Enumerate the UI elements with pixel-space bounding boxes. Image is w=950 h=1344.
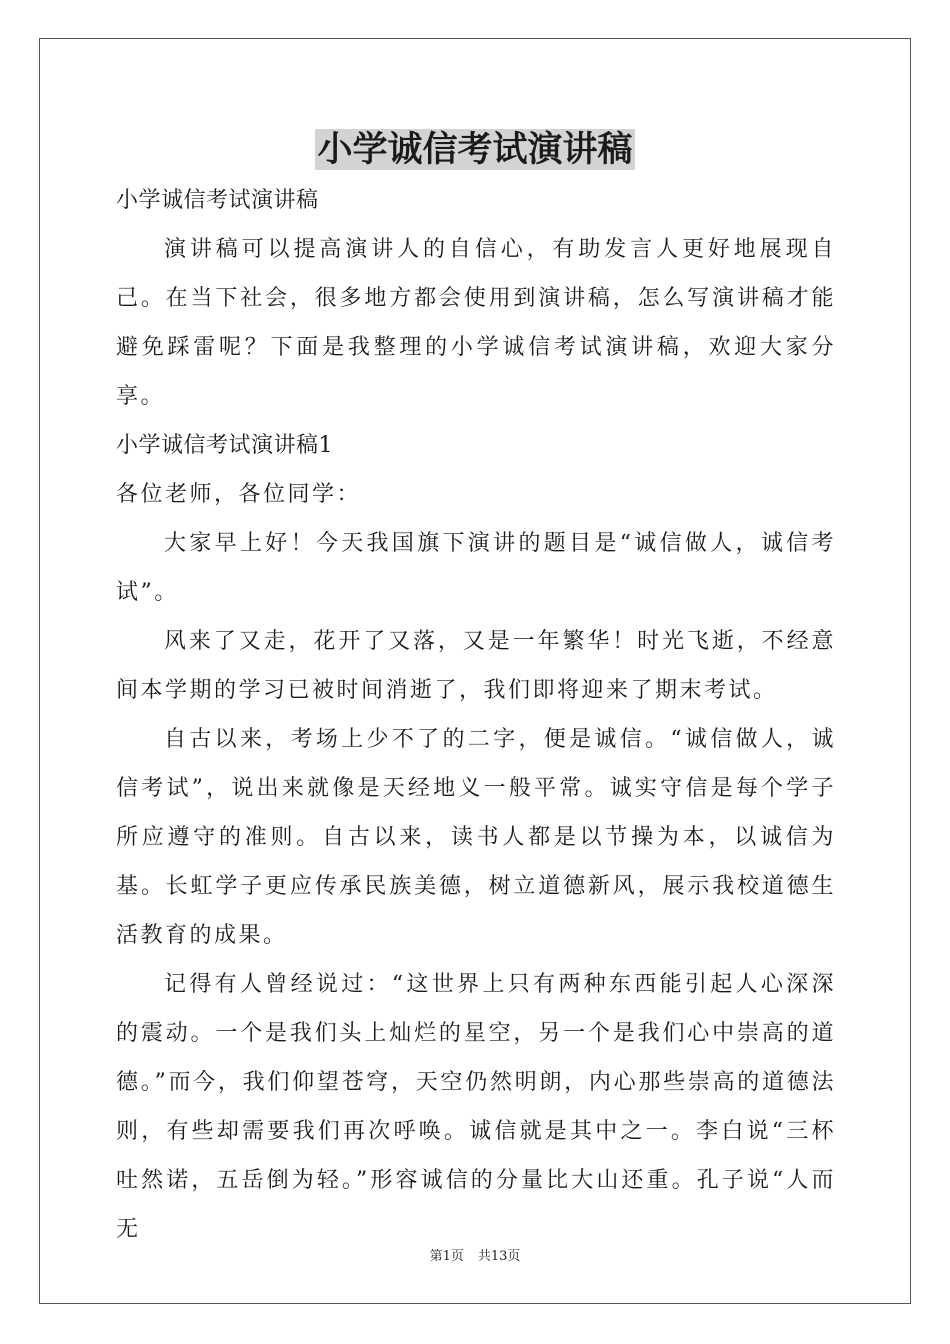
paragraph: 风来了又走，花开了又落，又是一年繁华！时光飞逝，不经意间本学期的学习已被时间消逝了，我们即将迎来了期末考试。 [116,629,836,703]
paragraph: 自古以来，考场上少不了的二字，便是诚信。“诚信做人，诚信考试”，说出来就像是天经地义一般平常。诚实守信是每个学子所应遵守的准则。自古以来，读书人都是以节操为本，以诚信为基。长虹学子更应传承民族美德，树立道德新风，展示我校道德生活教育的成果。 [116,727,836,948]
paragraph-heading: 小学诚信考试演讲稿 [116,188,319,213]
document-body [116,176,836,1254]
page-number: 第1页 [429,1249,464,1264]
paragraph: 记得有人曾经说过：“这世界上只有两种东西能引起人心深深的震动。一个是我们头上灿烂的星空，另一个是我们心中崇高的道德。”而今，我们仰望苍穹，天空仍然明朗，内心那些崇高的道德法则，有些却需要我们再次呼唤。诚信就是其中之一。李白说“三杯吐然诺，五岳倒为轻。”形容诚信的分量比大山还重。孔子说“人而无 [116,972,836,1242]
paragraph: 大家早上好！今天我国旗下演讲的题目是“诚信做人，诚信考试”。 [116,531,836,605]
document-title-text: 小学诚信考试演讲稿 [317,129,633,170]
paragraph-salutation: 各位老师，各位同学： [116,482,362,507]
page-footer [0,1248,950,1266]
paragraph: 演讲稿可以提高演讲人的自信心，有助发言人更好地展现自己。在当下社会，很多地方都会使用到演讲稿，怎么写演讲稿才能避免踩雷呢？下面是我整理的小学诚信考试演讲稿，欢迎大家分享。 [116,237,836,409]
page-total: 共13页 [477,1249,521,1264]
paragraph-heading: 小学诚信考试演讲稿1 [116,433,333,458]
document-title [0,126,950,174]
